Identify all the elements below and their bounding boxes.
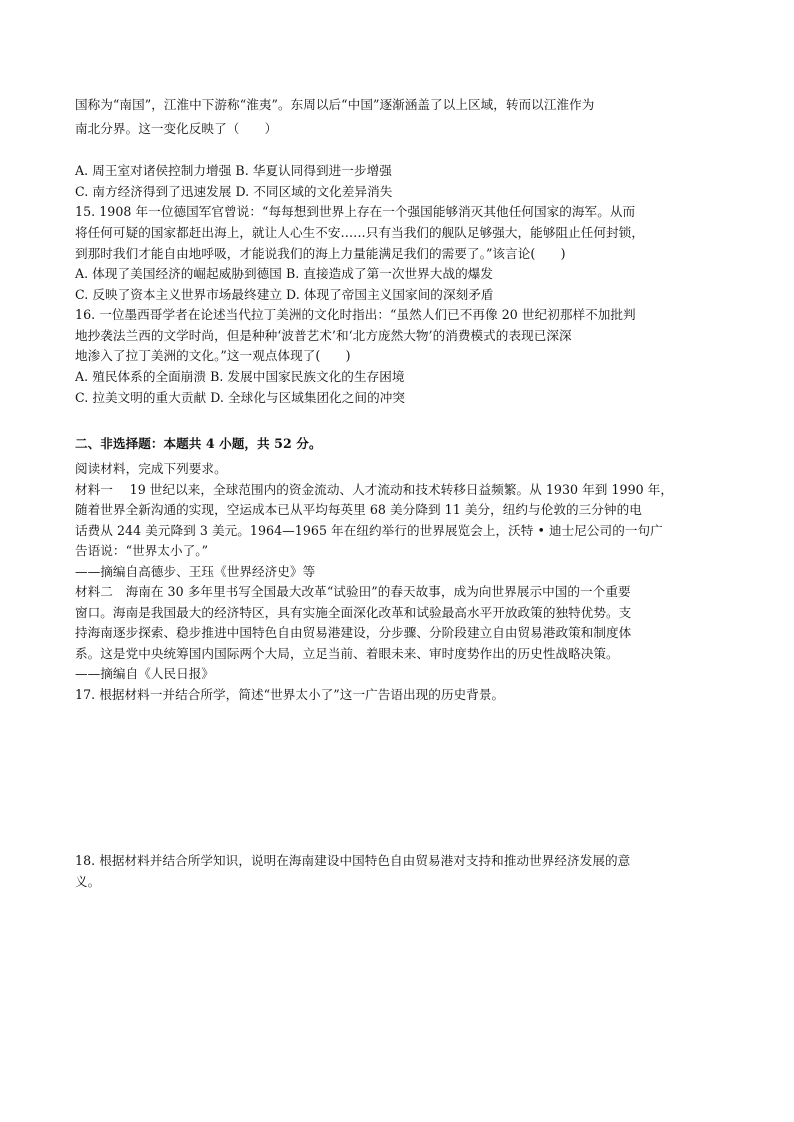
q16-stem-line-2: 地抄袭法兰西的文学时尚，但是种种‘波普艺术’和‘北方庞然大物’的消费模式的表现已深深	[75, 328, 572, 343]
material-two-source: ——摘编自《人民日报》	[75, 666, 215, 681]
material-two-line-1: 材料二 海南在 30 多年里书写全国最大改革“试验田”的春天故事，成为向世界展示中国的一个重要	[75, 584, 631, 599]
material-two-line-3: 持海南逐步探索、稳步推进中国特色自由贸易港建设，分步骤、分阶段建立自由贸易港政策和制度体	[75, 625, 632, 640]
material-two-line-2: 窗口。海南是我国最大的经济特区，具有实施全面深化改革和试验最高水平开放政策的独特优势。支	[75, 605, 632, 620]
material-one-line-2: 随着世界全新沟通的实现，空运成本已从平均每英里 68 美分降到 11 美分，纽约与伦敦的三分钟的电	[75, 502, 642, 517]
q15-options-ab: A. 体现了美国经济的崛起威胁到德国 B. 直接造成了第一次世界大战的爆发	[75, 266, 494, 281]
q18-stem-line-1: 18. 根据材料并结合所学知识，说明在海南建设中国特色自由贸易港对支持和推动世界经济发展的意	[75, 853, 631, 868]
material-one-line-4: 告语说：“世界太小了。”	[75, 543, 209, 558]
q16-stem-line-3: 地渗入了拉丁美洲的文化。”这一观点体现了( )	[75, 348, 351, 363]
reading-instruction: 阅读材料，完成下列要求。	[75, 461, 227, 476]
q15-options-cd: C. 反映了资本主义世界市场最终建立 D. 体现了帝国主义国家间的深刻矛盾	[75, 287, 494, 302]
q14-stem-line-1: 国称为“南国”，江淮中下游称“淮夷”。东周以后“中国”逐渐涵盖了以上区域，转而以江淮作为	[75, 97, 595, 112]
material-one-source: ——摘编自高德步、王珏《世界经济史》等	[75, 564, 316, 579]
q14-stem-line-2: 南北分界。这一变化反映了（ ）	[75, 121, 278, 136]
q15-stem-line-3: 到那时我们才能自由地呼吸，才能说我们的海上力量能满足我们的需要了。”该言论( )	[75, 246, 566, 261]
section-two-heading: 二、非选择题：本题共 4 小题，共 52 分。	[75, 436, 322, 451]
q14-options-ab: A. 周王室对诸侯控制力增强 B. 华夏认同得到进一步增强	[75, 163, 392, 178]
q15-stem-line-2: 将任何可疑的国家都赶出海上，就让人心生不安……只有当我们的舰队足够强大，能够阻止任何封锁，	[75, 225, 644, 240]
q17-stem: 17. 根据材料一并结合所学，简述“世界太小了”这一广告语出现的历史背景。	[75, 687, 505, 702]
material-two-line-4: 系。这是党中央统筹国内国际两个大局，立足当前、着眼未来、审时度势作出的历史性战略决策。	[75, 646, 619, 661]
q16-options-ab: A. 殖民体系的全面崩溃 B. 发展中国家民族文化的生存困境	[75, 369, 405, 384]
material-one-line-3: 话费从 244 美元降到 3 美元。1964—1965 年在纽约举行的世界展览会上，沃特 • 迪士尼公司的一句广	[75, 523, 663, 538]
q15-stem-line-1: 15. 1908 年一位德国军官曾说：“每每想到世界上存在一个强国能够消灭其他任何国家的海军。从而	[75, 204, 636, 219]
q16-options-cd: C. 拉美文明的重大贡献 D. 全球化与区域集团化之间的冲突	[75, 390, 406, 405]
q18-stem-line-2: 义。	[75, 874, 101, 889]
q16-stem-line-1: 16. 一位墨西哥学者在论述当代拉丁美洲的文化时指出：“虽然人们已不再像 20 世纪初那样不加批判	[75, 307, 636, 322]
material-one-line-1: 材料一 19 世纪以来，全球范围内的资金流动、人才流动和技术转移日益频繁。从 1930 年到 1990 年，	[75, 482, 674, 497]
q14-options-cd: C. 南方经济得到了迅速发展 D. 不同区域的文化差异消失	[75, 184, 393, 199]
